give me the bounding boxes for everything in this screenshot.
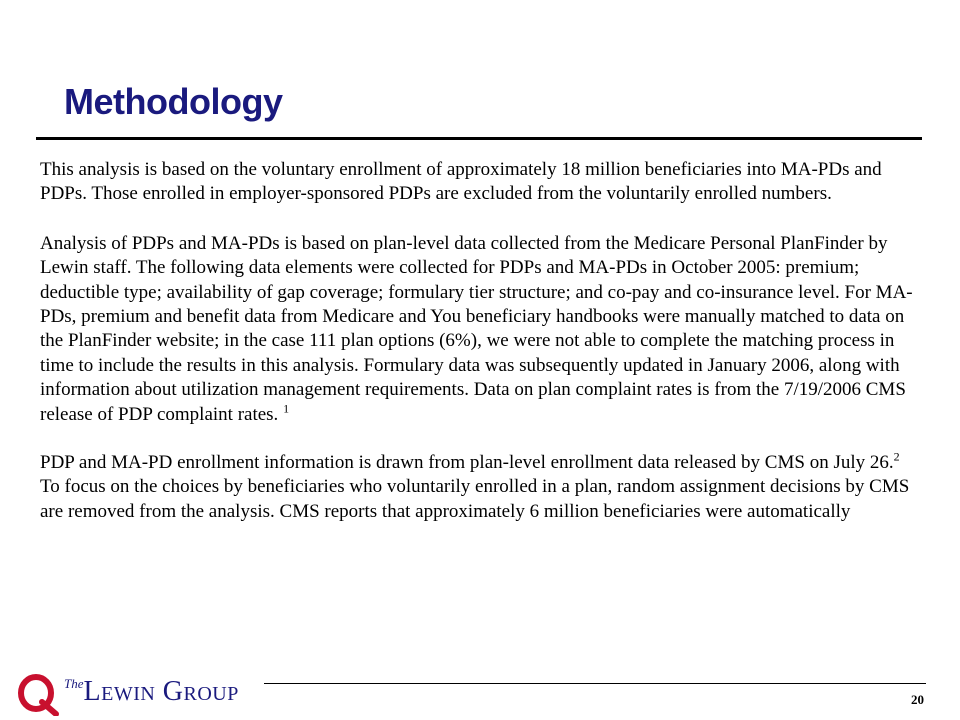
footnote-marker-2: 2	[893, 449, 900, 464]
footnote-marker-1: 1	[283, 401, 290, 416]
paragraph-enrollment-info-text-1: PDP and MA-PD enrollment information is drawn from plan-level enrollment data released by CMS on July 26.	[40, 452, 894, 474]
lewin-group-logo	[16, 672, 266, 716]
logo-the: The	[64, 676, 84, 691]
footer-divider	[264, 683, 926, 684]
lewin-q-logo-icon	[16, 672, 60, 716]
paragraph-enrollment-info-text-2: To focus on the choices by beneficiaries who voluntarily enrolled in a plan, random assignment decisions by CMS are removed from the analysis. CMS reports that approximately 6 million beneficiaries were automatically	[40, 476, 910, 522]
page-number: 20	[911, 692, 924, 707]
slide-title: Methodology	[64, 81, 283, 122]
paragraph-enrollment-basis: This analysis is based on the voluntary enrollment of approximately 18 million beneficiaries into MA-PDs and PDPs. Those enrolled in employer-sponsored PDPs are excluded from the voluntarily enrolled numbers.	[40, 159, 882, 205]
paragraph-enrollment-info	[40, 451, 920, 524]
title-divider	[36, 137, 922, 140]
logo-wordmark	[64, 676, 239, 708]
paragraph-plan-data	[40, 232, 920, 427]
slide-body	[40, 158, 920, 524]
logo-name: Lewin Group	[83, 676, 239, 707]
paragraph-plan-data-text: Analysis of PDPs and MA-PDs is based on plan-level data collected from the Medicare Personal PlanFinder by Lewin staff. The following data elements were collected for PDPs and MA-PDs in October 2005: premium; deductible type; availability of gap coverage; formulary tier structure; and co-pay and co-insurance level. For MA-PDs, premium and benefit data from Medicare and You beneficiary handbooks were manually matched to data on the PlanFinder website; in the case 111 plan options (6%), we were not able to complete the matching process in time to include the results in this analysis. Formulary data was subsequently updated in January 2006, along with information about utilization management requirements. Data on plan complaint rates is from the 7/19/2006 CMS release of PDP complaint rates.	[40, 232, 913, 425]
